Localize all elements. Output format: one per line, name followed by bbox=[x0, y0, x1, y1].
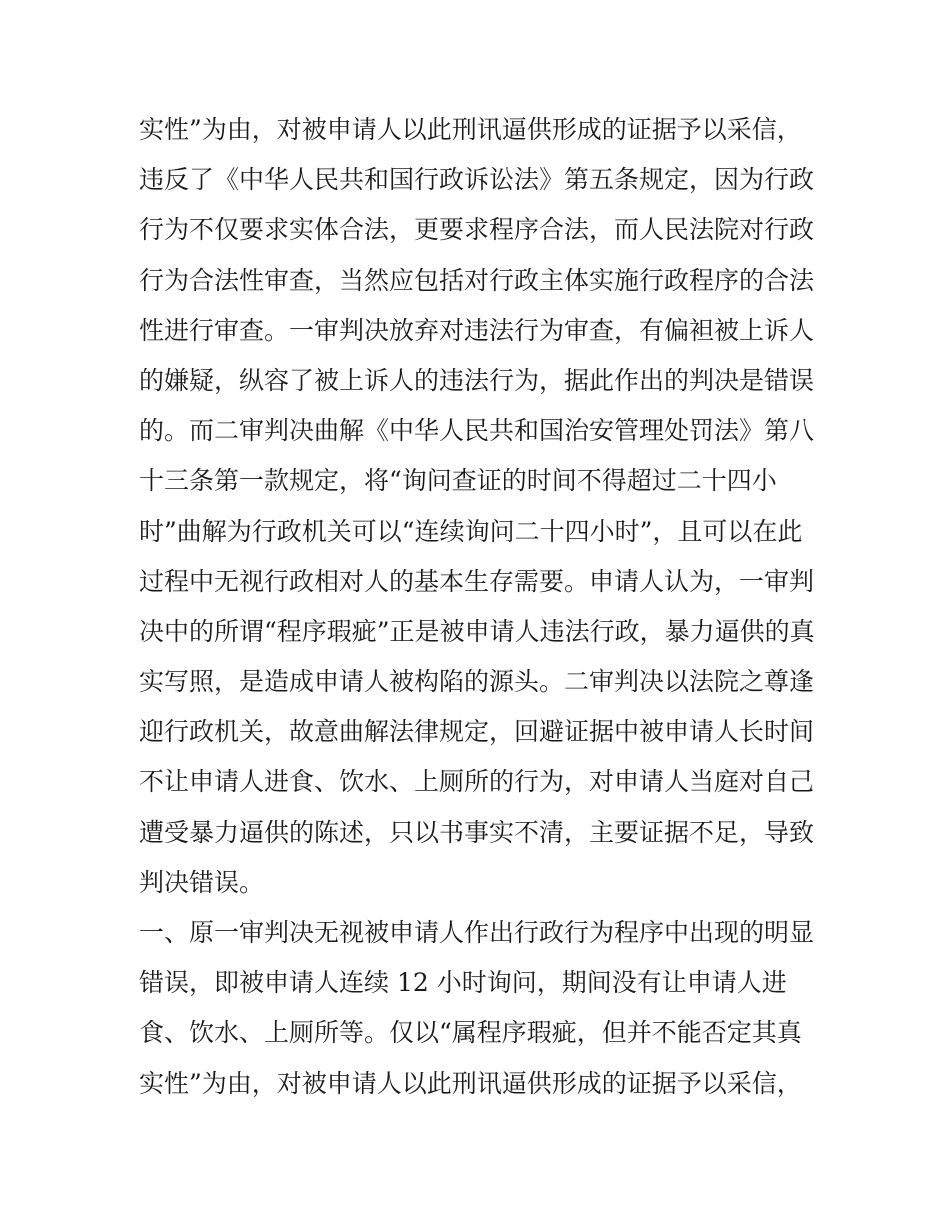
text-line: 错误，即被申请人连续 12 小时询问，期间没有让申请人进 bbox=[139, 968, 787, 998]
text-line: 不让申请人进食、饮水、上厕所的行为，对申请人当庭对自己 bbox=[139, 767, 815, 797]
text-line: 判决错误。 bbox=[139, 867, 265, 897]
text-line: 的。而二审判决曲解《中华人民共和国治安管理处罚法》第八 bbox=[139, 416, 815, 446]
text-line: 行为不仅要求实体合法，更要求程序合法，而人民法院对行政 bbox=[139, 215, 815, 245]
text-line: 十三条第一款规定，将“询问查证的时间不得超过二十四小 bbox=[139, 466, 777, 496]
text-line: 实写照，是造成申请人被构陷的源头。二审判决以法院之尊逢 bbox=[139, 667, 815, 697]
text-line: 实性”为由，对被申请人以此刑讯逼供形成的证据予以采信， bbox=[139, 1068, 802, 1098]
text-line: 违反了《中华人民共和国行政诉讼法》第五条规定，因为行政 bbox=[139, 165, 815, 195]
text-line: 一、原一审判决无视被申请人作出行政行为程序中出现的明显 bbox=[139, 918, 815, 947]
text-line: 食、饮水、上厕所等。仅以“属程序瑕疵，但并不能否定其真 bbox=[139, 1018, 802, 1048]
text-line: 迎行政机关，故意曲解法律规定，回避证据中被申请人长时间 bbox=[139, 717, 815, 747]
text-line: 遭受暴力逼供的陈述，只以书事实不清，主要证据不足，导致 bbox=[139, 817, 815, 847]
text-line: 的嫌疑，纵容了被上诉人的违法行为，据此作出的判决是错误 bbox=[139, 365, 815, 395]
text-line: 实性”为由，对被申请人以此刑讯逼供形成的证据予以采信， bbox=[139, 115, 802, 144]
body-text bbox=[139, 105, 819, 1109]
text-line: 性进行审查。一审判决放弃对违法行为审查，有偏袒被上诉人 bbox=[139, 315, 815, 345]
text-line: 决中的所谓“程序瑕疵”正是被申请人违法行政，暴力逼供的真 bbox=[139, 616, 815, 646]
text-line: 时”曲解为行政机关可以“连续询问二十四小时”，且可以在此 bbox=[139, 516, 803, 546]
text-line: 过程中无视行政相对人的基本生存需要。申请人认为，一审判 bbox=[139, 566, 815, 596]
text-line: 行为合法性审查，当然应包括对行政主体实施行政程序的合法 bbox=[139, 265, 815, 295]
